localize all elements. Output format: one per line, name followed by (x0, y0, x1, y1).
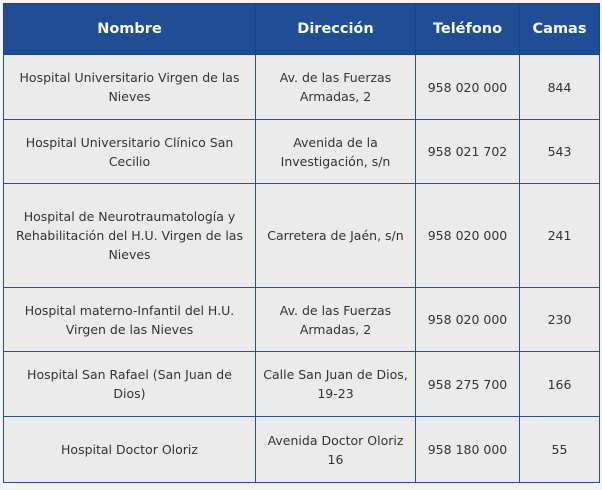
table-row (4, 120, 600, 184)
cell-beds: 543 (520, 120, 600, 184)
hospitals-table (3, 3, 600, 483)
cell-name: Hospital San Rafael (San Juan de Dios) (4, 352, 256, 417)
cell-address: Avenida de la Investigación, s/n (256, 120, 416, 184)
table-body (4, 55, 600, 483)
cell-address: Carretera de Jaén, s/n (256, 184, 416, 288)
cell-phone: 958 020 000 (416, 184, 520, 288)
cell-name: Hospital Universitario Clínico San Cecilio (4, 120, 256, 184)
cell-name: Hospital de Neurotraumatología y Rehabilitación del H.U. Virgen de las Nieves (4, 184, 256, 288)
cell-beds: 166 (520, 352, 600, 417)
cell-phone: 958 275 700 (416, 352, 520, 417)
cell-name: Hospital Doctor Oloriz (4, 417, 256, 483)
header-beds: Camas (520, 4, 600, 55)
header-name: Nombre (4, 4, 256, 55)
cell-phone: 958 020 000 (416, 288, 520, 352)
cell-address: Av. de las Fuerzas Armadas, 2 (256, 288, 416, 352)
cell-beds: 241 (520, 184, 600, 288)
cell-address: Avenida Doctor Oloriz 16 (256, 417, 416, 483)
cell-name: Hospital materno-Infantil del H.U. Virgen de las Nieves (4, 288, 256, 352)
table-row (4, 417, 600, 483)
table-row (4, 352, 600, 417)
cell-beds: 55 (520, 417, 600, 483)
table-row (4, 184, 600, 288)
cell-name: Hospital Universitario Virgen de las Nieves (4, 55, 256, 120)
table-header (4, 4, 600, 55)
header-row (4, 4, 600, 55)
cell-address: Av. de las Fuerzas Armadas, 2 (256, 55, 416, 120)
cell-phone: 958 180 000 (416, 417, 520, 483)
header-phone: Teléfono (416, 4, 520, 55)
cell-phone: 958 020 000 (416, 55, 520, 120)
cell-phone: 958 021 702 (416, 120, 520, 184)
cell-beds: 844 (520, 55, 600, 120)
table-row (4, 55, 600, 120)
header-address: Dirección (256, 4, 416, 55)
cell-beds: 230 (520, 288, 600, 352)
cell-address: Calle San Juan de Dios, 19-23 (256, 352, 416, 417)
hospitals-table-container (3, 3, 599, 483)
table-row (4, 288, 600, 352)
